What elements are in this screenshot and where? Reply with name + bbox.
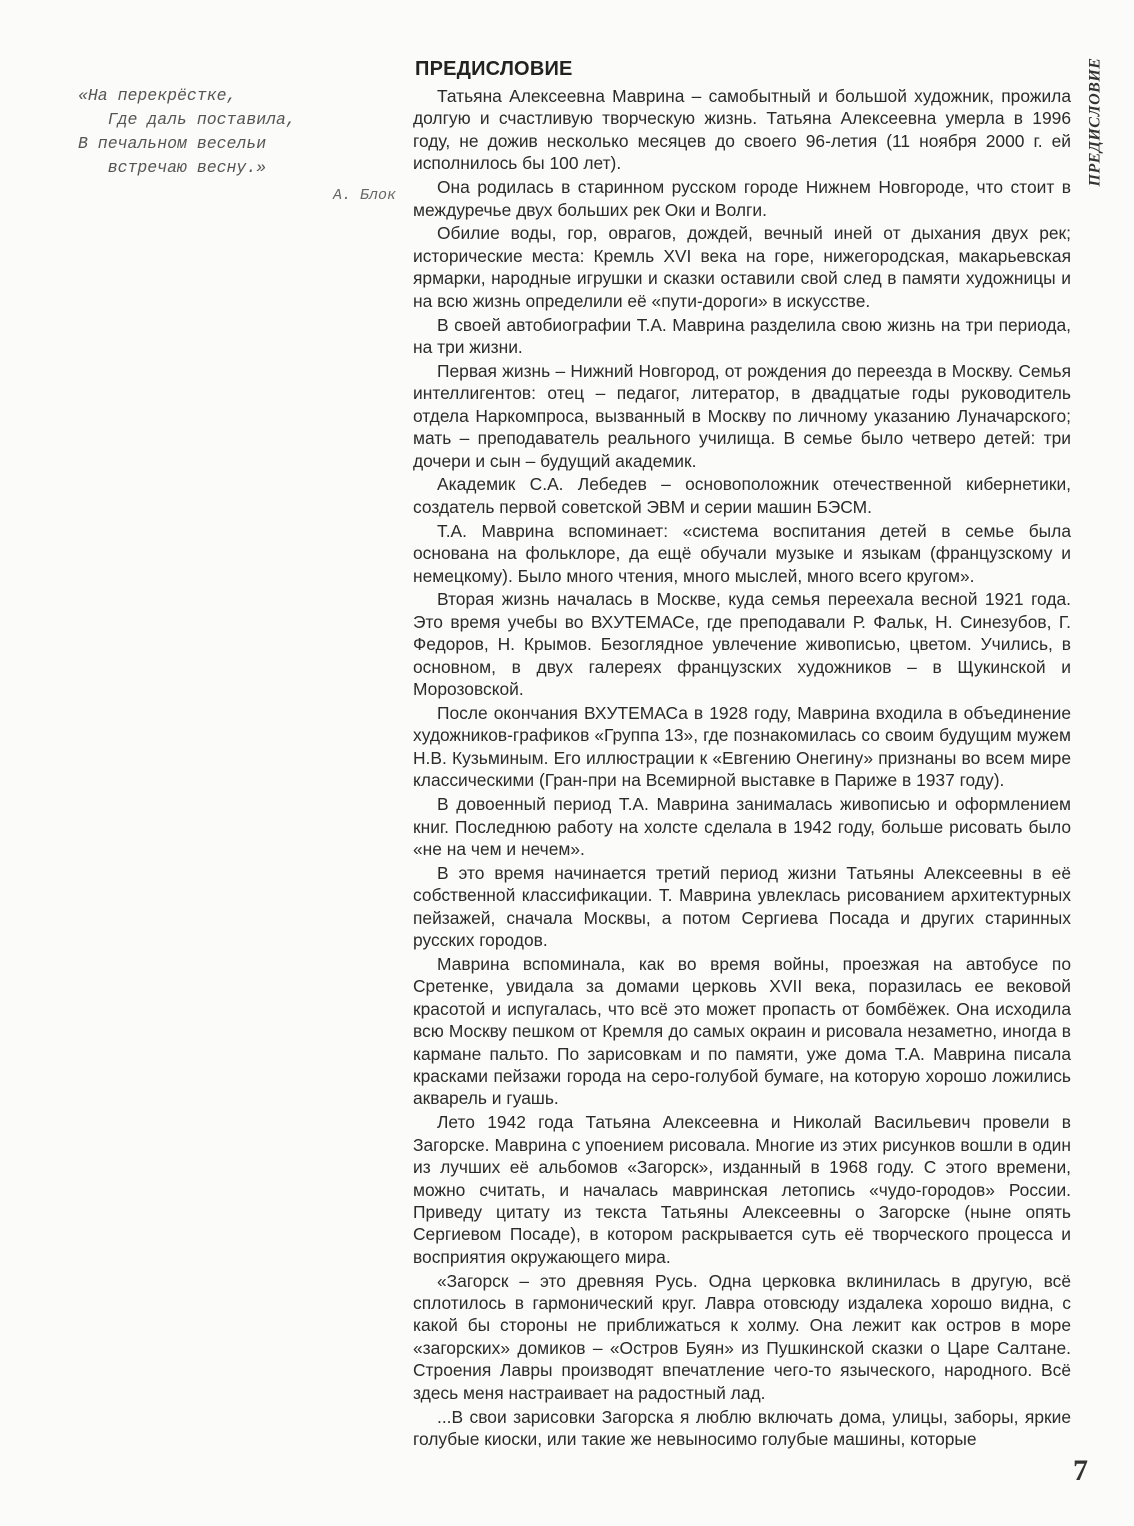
paragraph: Маврина вспоминала, как во время войны, проезжая на автобусе по Сретенке, увидала за домами церковь XVII века, поразилась ее вековой красотой и испугалась, что всё это может пропасть от бомбёжек. Она исходила всю Москву пешком от Кремля до самых окраин и рисовала незаметно, иногда в кармане пальто. По зарисовкам и по памяти, уже дома Т.А. Маврина писала красками пейзажи города на серо-голубой бумаге, на которую хорошо ложились акварель и гуашь.	[413, 953, 1071, 1109]
epigraph-line: Где даль поставила,	[78, 110, 296, 129]
paragraph: После окончания ВХУТЕМАСа в 1928 году, Маврина входила в объединение художников-графиков «Группа 13», где познакомилась со своим будущим мужем Н.В. Кузьминым. Его иллюстрации к «Евгению Онегину» признаны во всем мире классическими (Гран-при на Всемирной выставке в Париже в 1937 году).	[413, 702, 1071, 791]
paragraph: Она родилась в старинном русском городе Нижнем Новгороде, что стоит в междуречье двух больших рек Оки и Волги.	[413, 177, 1071, 220]
paragraph: Лето 1942 года Татьяна Алексеевна и Николай Васильевич провели в Загорске. Маврина с упоением рисовала. Многие из этих рисунков вошли в один из лучших её альбомов «Загорск», изданный в 1968 году. С этого времени, можно считать, и началась мавринская летопись «чудо-городов» России. Приведу цитату из текста Татьяны Алексеевны о Загорске (ныне опять Сергиевом Посаде), в котором раскрывается суть её творческого процесса и восприятия окружающего мира.	[413, 1112, 1071, 1267]
paragraph: ...В свои зарисовки Загорска я люблю включать дома, улицы, заборы, яркие голубые киоски, или такие же невыносимо голубые машины, которые	[413, 1406, 1071, 1449]
paragraph: Татьяна Алексеевна Маврина – самобытный и большой художник, прожила долгую и счастливую творческую жизнь. Татьяна Алексеевна умерла в 1996 году, не дожив несколько месяцев до своего 96-летия (11 ноября 2000 г. ей исполнилось бы 100 лет).	[413, 86, 1071, 174]
epigraph-line: В печальном весельи	[78, 134, 267, 153]
paragraph: Первая жизнь – Нижний Новгород, от рождения до переезда в Москву. Семья интеллигентов: отец – педагог, литератор, в двадцатые годы руководитель отдела Наркомпроса, вызванный в Москву по личному указанию Луначарского; мать – преподаватель реального училища. В семье было четверо детей: три дочери и сын – будущий академик.	[413, 360, 1071, 471]
epigraph-line: «На перекрёстке,	[78, 86, 237, 105]
paragraph: «Загорск – это древняя Русь. Одна церковка вклинилась в другую, всё сплотилось в гармонический круг. Лавра отовсюду издалека хорошо видна, с какой бы стороны не приближаться к холму. Она лежит как остров в море «загорских» домиков – «Остров Буян» из Пушкинской сказки о Царе Салтане. Строения Лавры производят впечатление чего-то языческого, народного. Всё здесь меня настраивает на радостный лад.	[413, 1270, 1071, 1403]
epigraph-line: встречаю весну.»	[78, 158, 267, 177]
running-header	[1080, 52, 1110, 192]
epigraph	[78, 84, 396, 208]
paragraph: Вторая жизнь началась в Москве, куда семья переехала весной 1921 года. Это время учебы во ВХУТЕМАСе, где преподавали Р. Фальк, Н. Синезубов, Г. Федоров, Н. Крымов. Безоглядное увлечение живописью, цветом. Учились, в основном, в двух галереях французских художников – в Щукинской и Морозовской.	[413, 589, 1071, 700]
paragraph: В это время начинается третий период жизни Татьяны Алексеевны в её собственной классификации. Т. Маврина увлеклась рисованием архитектурных пейзажей, сначала Москвы, а потом Сергиева Посада и других старинных русских городов.	[413, 862, 1071, 951]
epigraph-author: А. Блок	[332, 187, 396, 204]
body-text	[413, 85, 1071, 1452]
paragraph: В довоенный период Т.А. Маврина занималась живописью и оформлением книг. Последнюю работу на холсте сделала в 1942 году, больше рисовать было «не на чем и нечем».	[413, 794, 1071, 859]
paragraph: Т.А. Маврина вспоминает: «система воспитания детей в семье была основана на фольклоре, да ещё обучали музыке и языкам (французскому и немецкому). Было много чтения, много мыслей, много всего кругом».	[413, 520, 1071, 586]
paragraph: В своей автобиографии Т.А. Маврина разделила свою жизнь на три периода, на три жизни.	[413, 314, 1071, 357]
page-title: ПРЕДИСЛОВИЕ	[415, 58, 573, 80]
paragraph: Обилие воды, гор, оврагов, дождей, вечный иней от дыхания двух рек; исторические места: Кремль XVI века на горе, нижегородская, макарьевская ярмарки, народные игрушки и сказки оставили свой след в памяти художницы и на всю жизнь определили её «пути-дороги» в искусстве.	[413, 223, 1071, 311]
page-number: 7	[1073, 1454, 1088, 1487]
running-header-text: ПРЕДИСЛОВИЕ	[1086, 57, 1104, 187]
paragraph: Академик С.А. Лебедев – основоположник отечественной кибернетики, создатель первой советской ЭВМ и серии машин БЭСМ.	[413, 474, 1071, 517]
